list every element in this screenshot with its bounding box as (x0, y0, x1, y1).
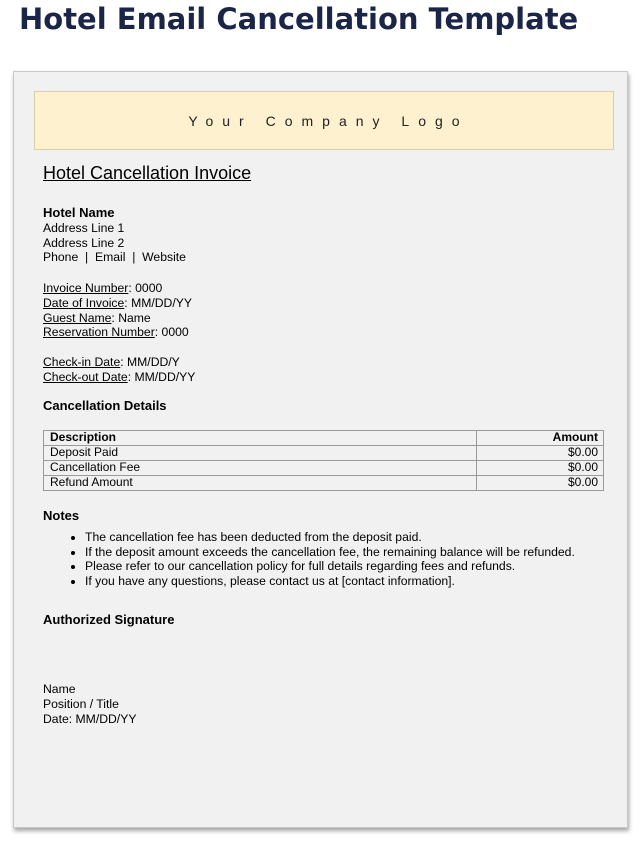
row-description: Refund Amount (44, 476, 477, 491)
field-label: Check-out Date (43, 369, 128, 384)
company-logo-placeholder (34, 91, 614, 150)
hotel-name: Hotel Name (43, 205, 115, 220)
notes-heading: Notes (43, 508, 80, 523)
table-header-row (44, 431, 604, 446)
field-label: Check-in Date (43, 355, 121, 369)
field-value: : 0000 (128, 281, 163, 295)
document-sheet (13, 71, 628, 828)
field-label: Reservation Number (43, 325, 155, 340)
cancellation-details-heading: Cancellation Details (43, 398, 167, 413)
guest-name-row (43, 311, 192, 326)
cancellation-table (43, 430, 604, 491)
signature-date: Date: MM/DD/YY (43, 711, 137, 726)
field-value: : Name (111, 310, 151, 325)
invoice-fields (43, 281, 192, 340)
field-label: Invoice Number (43, 281, 129, 295)
list-item: • If the deposit amount exceeds the cancellation fee, the remaining balance will be refunded. (85, 545, 615, 560)
row-description: Cancellation Fee (44, 461, 477, 476)
hotel-info (43, 206, 186, 265)
table-row (44, 461, 604, 476)
signer-name: Name (43, 682, 76, 696)
notes-list (43, 530, 615, 588)
date-of-invoice-row (43, 296, 192, 311)
signature-heading: Authorized Signature (43, 612, 175, 627)
list-item: • The cancellation fee has been deducted from the deposit paid. (85, 530, 615, 545)
signature-block (43, 682, 136, 726)
address-line-2: Address Line 2 (43, 235, 125, 250)
contact-line: Phone | Email | Website (43, 250, 186, 265)
row-amount: $0.00 (477, 476, 604, 491)
list-item: • Please refer to our cancellation policy for full details regarding fees and refunds. (85, 559, 615, 574)
signer-position: Position / Title (43, 696, 119, 711)
field-value: : 0000 (154, 325, 189, 340)
field-label: Guest Name (43, 310, 112, 325)
stay-dates (43, 355, 195, 385)
column-header-description: Description (44, 431, 477, 446)
field-value: : MM/DD/Y (120, 355, 180, 369)
invoice-number-row (43, 281, 192, 296)
reservation-number-row (43, 325, 192, 340)
table-row (44, 476, 604, 491)
table-row (44, 446, 604, 461)
column-header-amount: Amount (477, 431, 604, 446)
row-description: Deposit Paid (44, 446, 477, 461)
invoice-title: Hotel Cancellation Invoice (43, 163, 252, 183)
row-amount: $0.00 (477, 461, 604, 476)
address-line-1: Address Line 1 (43, 220, 125, 235)
list-item: • If you have any questions, please contact us at [contact information]. (85, 574, 615, 589)
field-value: : MM/DD/YY (124, 295, 193, 310)
check-out-row (43, 370, 195, 385)
page-title: Hotel Email Cancellation Template (19, 2, 579, 36)
row-amount: $0.00 (477, 446, 604, 461)
field-label: Date of Invoice (43, 295, 125, 310)
check-in-row (43, 355, 195, 370)
field-value: : MM/DD/YY (127, 369, 196, 384)
logo-text: Your Company Logo (188, 112, 469, 129)
